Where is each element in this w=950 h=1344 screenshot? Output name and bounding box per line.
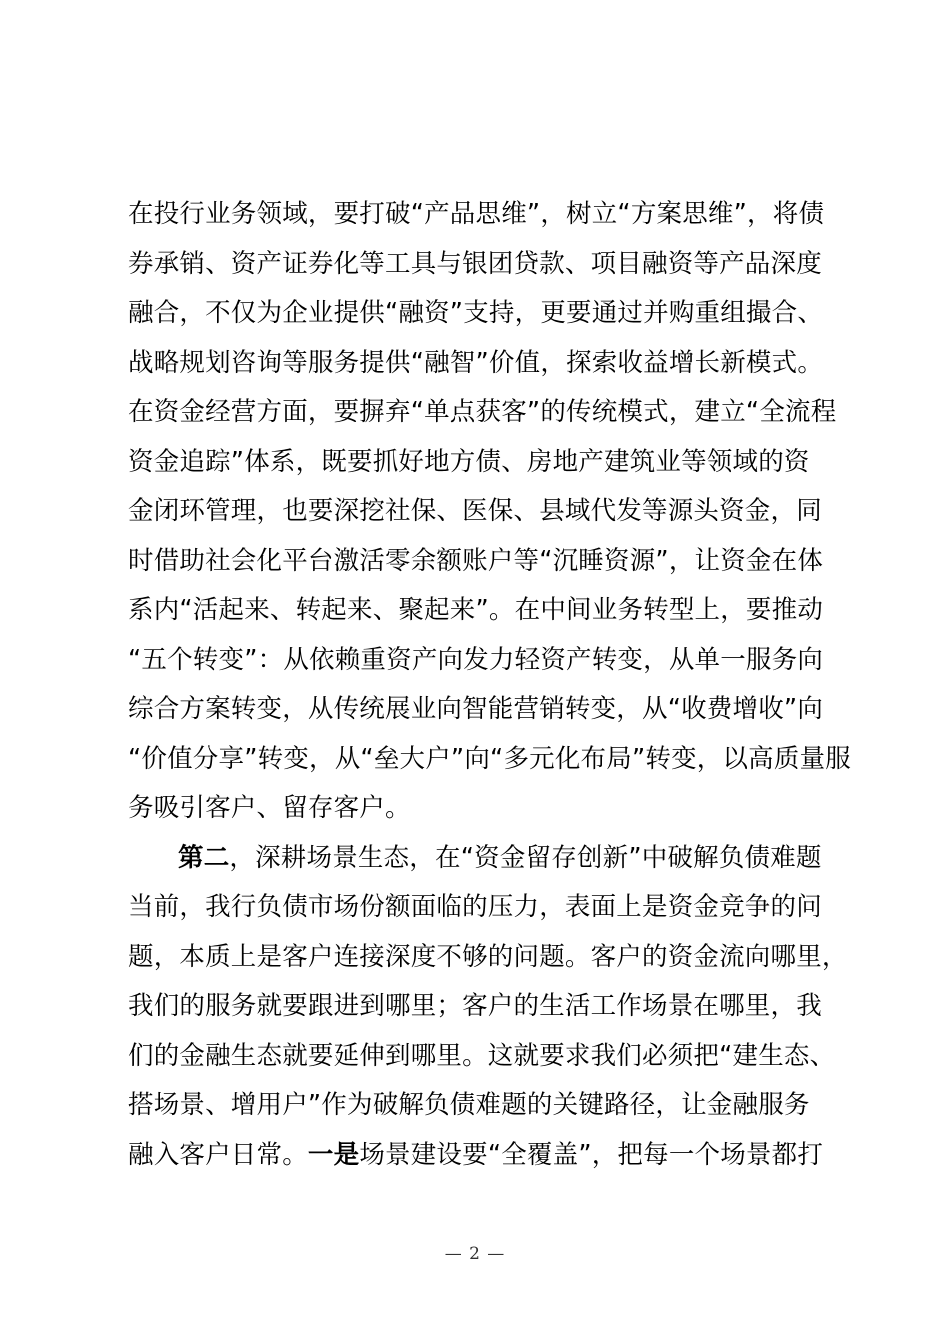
text-segment: 场景建设要“全覆盖”，把每一个场景都打 (359, 1139, 824, 1170)
text-segment: 融入客户日常。 (128, 1139, 308, 1170)
section-heading-text: ，深耕场景生态，在“资金留存创新”中破解负债难题 (229, 842, 822, 873)
text-line: 当前，我行负债市场份额面临的压力，表面上是资金竞争的问 (128, 892, 822, 922)
section-heading-line (128, 834, 848, 884)
paragraph-scenario-ecosystem (128, 834, 848, 1181)
text-line: 券承销、资产证券化等工具与银团贷款、项目融资等产品深度 (128, 248, 822, 279)
text-line: 题，本质上是客户连接深度不够的问题。客户的资金流向哪里， (128, 941, 848, 972)
text-line: 时借助社会化平台激活零余额账户等“沉睡资源”，让资金在体 (128, 545, 824, 576)
text-line: 务吸引客户、留存客户。 (128, 793, 411, 823)
text-line: “五个转变”：从依赖重资产向发力轻资产转变，从单一服务向 (128, 644, 824, 675)
text-line: 我们的服务就要跟进到哪里；客户的生活工作场景在哪里，我 (128, 991, 822, 1021)
text-line: 在投行业务领域，要打破“产品思维”，树立“方案思维”，将债 (128, 199, 825, 229)
section-heading-bold: 第二 (178, 842, 230, 873)
text-line: 战略规划咨询等服务提供“融智”价值，探索收益增长新模式。 (128, 347, 824, 378)
text-line: 综合方案转变，从传统展业向智能营销转变，从“收费增收”向 (128, 694, 824, 724)
text-line (128, 1131, 848, 1181)
document-body (128, 190, 851, 1180)
paragraph-investment-banking (128, 190, 851, 834)
text-line: 金闭环管理，也要深挖社保、医保、县域代发等源头资金，同 (128, 496, 822, 526)
text-line: 搭场景、增用户”作为破解负债难题的关键路径，让金融服务 (128, 1090, 810, 1120)
text-line: 融合，不仅为企业提供“融资”支持，更要通过并购重组撮合、 (128, 298, 824, 328)
text-line: 系内“活起来、转起来、聚起来”。在中间业务转型上，要推动 (128, 595, 824, 625)
text-line: 们的金融生态就要延伸到哪里。这就要求我们必须把“建生态、 (128, 1040, 836, 1071)
text-line: 资金追踪”体系，既要抓好地方债、房地产建筑业等领域的资 (128, 446, 810, 477)
page-number: — 2 — (444, 1244, 506, 1264)
point-label-bold: 一是 (307, 1139, 360, 1170)
text-line: “价值分享”转变，从“垒大户”向“多元化布局”转变，以高质量服 (128, 743, 851, 774)
text-line: 在资金经营方面，要摒弃“单点获客”的传统模式，建立“全流程 (128, 397, 837, 427)
